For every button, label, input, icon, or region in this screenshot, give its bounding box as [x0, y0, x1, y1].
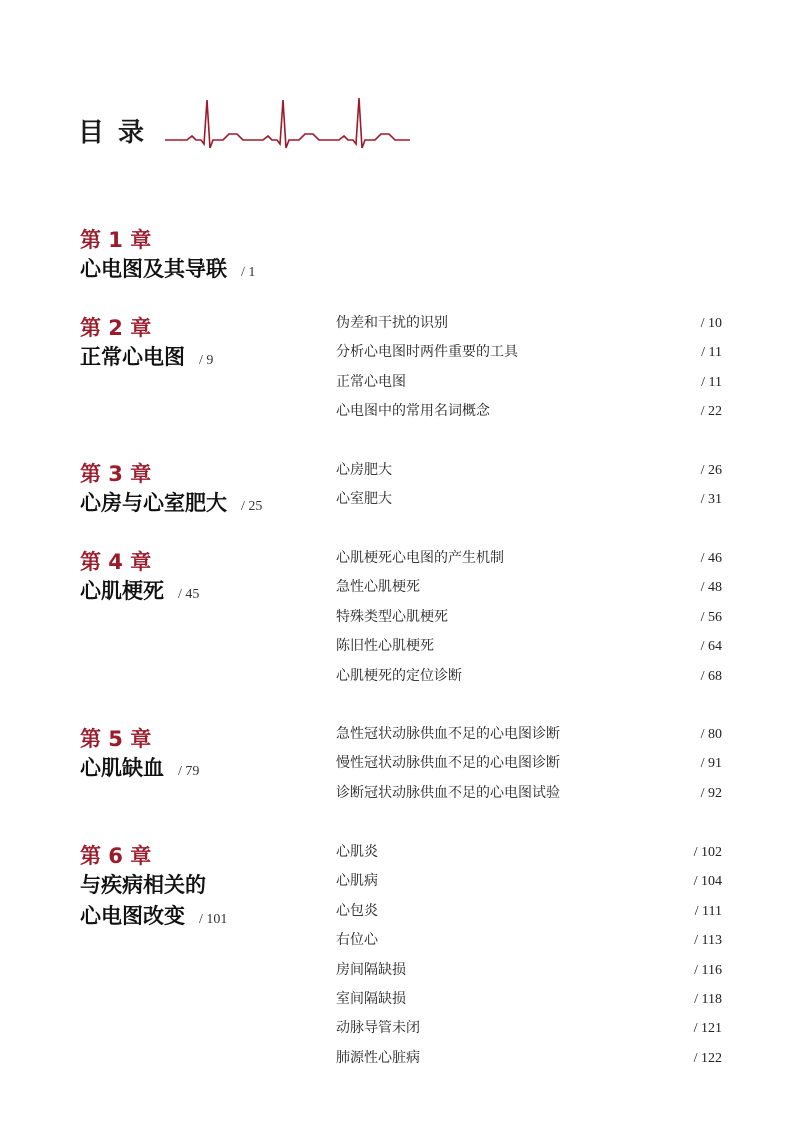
chapter-number: 第 4 章 [80, 550, 152, 574]
toc-entry[interactable] [336, 838, 722, 867]
toc-entry[interactable] [336, 720, 722, 749]
entry-page: / 46 [700, 551, 722, 566]
chapter-page: / 9 [199, 353, 214, 368]
chapter-5-sections [336, 720, 722, 808]
chapter-4-sections [336, 544, 722, 691]
chapter-3 [80, 460, 262, 522]
chapter-2 [80, 314, 213, 376]
entry-label: 心肌炎 [336, 844, 378, 860]
entry-page: / 64 [700, 639, 722, 655]
toc-entry[interactable] [336, 603, 722, 632]
toc-title: 目录 [78, 118, 159, 148]
chapter-number: 第 5 章 [80, 727, 152, 751]
chapter-title-row [80, 488, 262, 522]
chapter-page: / 25 [241, 499, 263, 514]
chapter-6-sections [336, 838, 722, 1073]
toc-entry[interactable] [336, 926, 722, 955]
entry-label: 心肌梗死心电图的产生机制 [336, 550, 504, 566]
entry-label: 心室肥大 [336, 491, 392, 508]
chapter-2-sections [336, 309, 722, 427]
chapter-1 [80, 226, 255, 288]
entry-page: / 91 [700, 756, 722, 772]
toc-entry[interactable] [336, 632, 722, 661]
entry-label: 诊断冠状动脉供血不足的心电图试验 [336, 784, 560, 801]
entry-page: / 116 [694, 962, 722, 978]
entry-page: / 80 [700, 727, 722, 742]
entry-page: / 118 [694, 991, 722, 1007]
entry-page: / 111 [694, 903, 722, 919]
chapter-title: 心电图及其导联 [80, 257, 227, 281]
toc-entry[interactable] [336, 867, 722, 896]
entry-page: / 102 [693, 845, 722, 860]
toc-entry[interactable] [336, 485, 722, 514]
entry-page: / 11 [701, 345, 722, 361]
entry-label: 分析心电图时两件重要的工具 [336, 344, 518, 361]
chapter-title-row [80, 342, 213, 376]
chapter-number: 第 2 章 [80, 316, 152, 340]
entry-label: 心房肥大 [336, 462, 392, 478]
entry-label: 心肌梗死的定位诊断 [336, 667, 462, 684]
entry-page: / 56 [700, 609, 722, 625]
chapter-page: / 101 [199, 912, 228, 927]
toc-entry[interactable] [336, 956, 722, 985]
chapter-title-line1: 与疾病相关的 [80, 873, 206, 897]
entry-page: / 10 [700, 316, 722, 331]
entry-page: / 121 [693, 1021, 722, 1037]
entry-page: / 92 [700, 785, 722, 801]
entry-page: / 68 [700, 668, 722, 684]
entry-page: / 113 [694, 933, 722, 949]
toc-entry[interactable] [336, 897, 722, 926]
entry-page: / 11 [701, 374, 722, 390]
chapter-title-row [80, 576, 199, 610]
toc-entry[interactable] [336, 544, 722, 573]
toc-entry[interactable] [336, 397, 722, 426]
entry-label: 动脉导管未闭 [336, 1020, 420, 1037]
chapter-number: 第 1 章 [80, 228, 152, 252]
entry-page: / 104 [693, 874, 722, 890]
entry-label: 慢性冠状动脉供血不足的心电图诊断 [336, 755, 560, 772]
toc-entry[interactable] [336, 368, 722, 397]
toc-entry[interactable] [336, 1044, 722, 1073]
entry-label: 伪差和干扰的识别 [336, 315, 448, 331]
entry-page: / 26 [700, 463, 722, 478]
chapter-title: 心肌缺血 [80, 756, 164, 780]
entry-page: / 122 [693, 1050, 722, 1066]
entry-label: 肺源性心脏病 [336, 1049, 420, 1066]
entry-label: 陈旧性心肌梗死 [336, 638, 434, 655]
chapter-title: 心房与心室肥大 [80, 491, 227, 515]
chapter-4 [80, 548, 199, 610]
chapter-3-sections [336, 456, 722, 515]
toc-entry[interactable] [336, 1014, 722, 1043]
entry-label: 正常心电图 [336, 373, 406, 390]
entry-page: / 48 [700, 580, 722, 596]
toc-entry[interactable] [336, 309, 722, 338]
entry-label: 急性心肌梗死 [336, 579, 420, 596]
chapter-title-row [80, 901, 227, 935]
entry-label: 心肌病 [336, 873, 378, 890]
ecg-waveform-icon [165, 96, 410, 152]
chapter-5 [80, 725, 199, 787]
entry-label: 急性冠状动脉供血不足的心电图诊断 [336, 726, 560, 742]
chapter-6 [80, 842, 227, 935]
toc-entry[interactable] [336, 779, 722, 808]
toc-entry[interactable] [336, 573, 722, 602]
chapter-number: 第 3 章 [80, 462, 152, 486]
chapter-page: / 1 [241, 265, 256, 280]
entry-page: / 22 [700, 404, 722, 420]
chapter-title: 心肌梗死 [80, 579, 164, 603]
entry-label: 房间隔缺损 [336, 961, 406, 978]
entry-label: 心电图中的常用名词概念 [336, 403, 490, 420]
entry-label: 心包炎 [336, 902, 378, 919]
toc-entry[interactable] [336, 662, 722, 691]
toc-entry[interactable] [336, 456, 722, 485]
toc-entry[interactable] [336, 985, 722, 1014]
chapter-title-row [80, 254, 255, 288]
toc-entry[interactable] [336, 749, 722, 778]
chapter-title-line2: 心电图改变 [80, 904, 185, 928]
entry-label: 特殊类型心肌梗死 [336, 608, 448, 625]
chapter-title: 正常心电图 [80, 345, 185, 369]
chapter-page: / 79 [178, 764, 200, 779]
chapter-number: 第 6 章 [80, 844, 152, 868]
chapter-title-row [80, 753, 199, 787]
entry-label: 右位心 [336, 932, 378, 949]
toc-entry[interactable] [336, 338, 722, 367]
entry-page: / 31 [700, 492, 722, 508]
chapter-page: / 45 [178, 587, 200, 602]
entry-label: 室间隔缺损 [336, 990, 406, 1007]
